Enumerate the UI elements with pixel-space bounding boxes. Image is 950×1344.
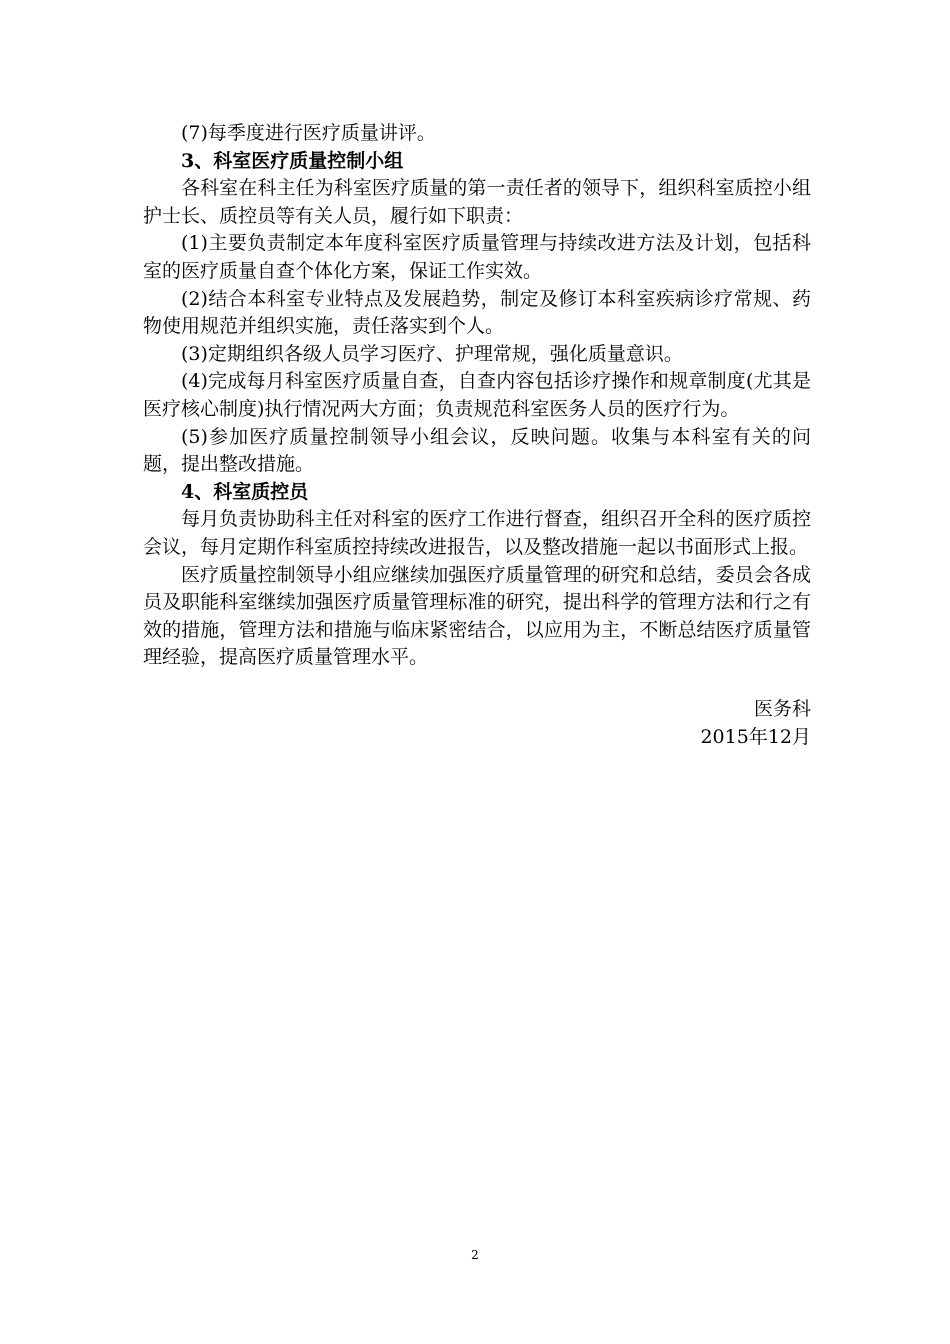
section-4-body: 每月负责协助科主任对科室的医疗工作进行督查，组织召开全科的医疗质控会议，每月定期作科室质控持续改进报告，以及整改措施一起以书面形式上报。 <box>143 508 811 558</box>
list-item-3: (3)定期组织各级人员学习医疗、护理常规，强化质量意识。 <box>181 342 683 365</box>
section-heading-3: 3、科室医疗质量控制小组 <box>181 149 404 172</box>
signature-block <box>511 696 811 751</box>
list-item-1: (1)主要负责制定本年度科室医疗质量管理与持续改进方法及计划，包括科室的医疗质量自查个体化方案，保证工作实效。 <box>143 232 811 282</box>
signature-department: 医务科 <box>753 698 811 720</box>
list-item-2: (2)结合本科室专业特点及发展趋势，制定及修订本科室疾病诊疗常规、药物使用规范并组织实施，责任落实到个人。 <box>143 287 811 338</box>
list-item-7: (7)每季度进行医疗质量讲评。 <box>181 122 436 144</box>
section-3-intro: 各科室在科主任为科室医疗质量的第一责任者的领导下，组织科室质控小组护士长、质控员等有关人员，履行如下职责： <box>143 177 811 227</box>
closing-paragraph: 医疗质量控制领导小组应继续加强医疗质量管理的研究和总结，委员会各成员及职能科室继续加强医疗质量管理标准的研究，提出科学的管理方法和行之有效的措施，管理方法和措施与临床紧密结合，以应用为主，不断总结医疗质量管理经验，提高医疗质量管理水平。 <box>143 563 811 669</box>
signature-date: 2015年12月 <box>700 725 811 748</box>
list-item-5: (5)参加医疗质量控制领导小组会议，反映问题。收集与本科室有关的问题，提出整改措施。 <box>143 425 811 476</box>
list-item-4: (4)完成每月科室医疗质量自查，自查内容包括诊疗操作和规章制度(尤其是医疗核心制度)执行情况两大方面；负责规范科室医务人员的医疗行为。 <box>143 370 811 420</box>
page-number: 2 <box>471 1248 479 1262</box>
section-heading-4: 4、科室质控员 <box>181 480 309 503</box>
document-body <box>143 120 811 672</box>
